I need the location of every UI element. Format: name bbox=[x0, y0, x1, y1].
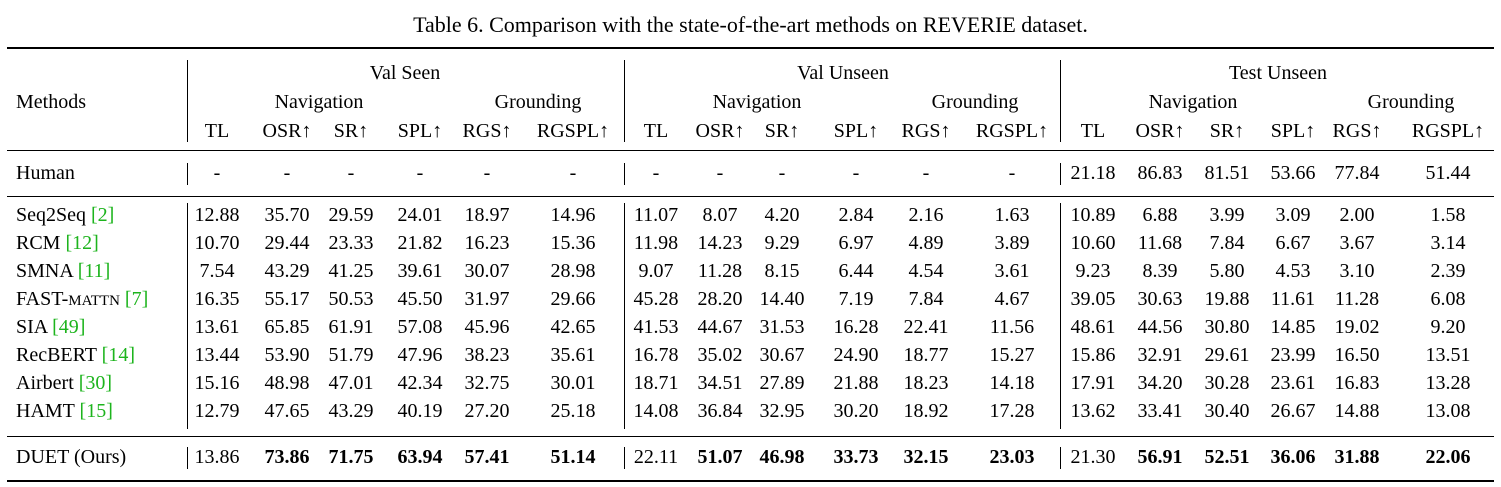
value-cell: 18.23 bbox=[903, 372, 949, 394]
value-cell: 71.75 bbox=[328, 446, 374, 468]
value-cell: 30.63 bbox=[1137, 288, 1183, 310]
method-label: RCM bbox=[16, 232, 66, 254]
citation-link[interactable]: [49] bbox=[52, 316, 86, 338]
value-cell: 16.50 bbox=[1334, 344, 1380, 366]
body-divider bbox=[1060, 203, 1061, 429]
value-cell: 10.70 bbox=[194, 232, 240, 254]
value-cell: 11.98 bbox=[633, 232, 679, 254]
navigation-header: Navigation bbox=[712, 91, 802, 113]
value-cell: 1.58 bbox=[1430, 204, 1466, 226]
value-cell: 1.63 bbox=[994, 204, 1030, 226]
bottom-rule bbox=[7, 480, 1494, 482]
citation-link[interactable]: [2] bbox=[91, 204, 115, 226]
value-cell: 4.20 bbox=[764, 204, 800, 226]
value-cell: 51.14 bbox=[550, 446, 596, 468]
method-name bbox=[16, 232, 99, 254]
value-cell: 35.70 bbox=[264, 204, 310, 226]
metric-header: SPL↑ bbox=[1270, 120, 1316, 142]
split-header: Val Seen bbox=[369, 62, 441, 84]
value-cell: 50.53 bbox=[328, 288, 374, 310]
value-cell: 24.01 bbox=[397, 204, 443, 226]
methods-header: Methods bbox=[16, 91, 86, 113]
value-cell: 44.56 bbox=[1137, 316, 1183, 338]
method-name bbox=[16, 162, 75, 184]
value-cell: 23.33 bbox=[328, 232, 374, 254]
metric-header: OSR↑ bbox=[262, 120, 312, 142]
value-cell: 4.67 bbox=[994, 288, 1030, 310]
value-cell: 43.29 bbox=[328, 400, 374, 422]
value-cell: 8.07 bbox=[702, 204, 738, 226]
value-cell: 30.20 bbox=[833, 400, 879, 422]
metric-header: SR↑ bbox=[1209, 120, 1245, 142]
method-label: Human bbox=[16, 162, 75, 184]
value-cell: 33.73 bbox=[833, 446, 879, 468]
value-cell: 57.41 bbox=[464, 446, 510, 468]
value-cell: 10.60 bbox=[1070, 232, 1116, 254]
value-cell: 29.44 bbox=[264, 232, 310, 254]
value-cell: 31.97 bbox=[464, 288, 510, 310]
value-cell: 23.61 bbox=[1270, 372, 1316, 394]
value-cell: 51.07 bbox=[697, 446, 743, 468]
value-cell: 11.68 bbox=[1137, 232, 1183, 254]
value-cell: 13.61 bbox=[194, 316, 240, 338]
value-cell: 11.28 bbox=[1334, 288, 1380, 310]
method-label: FAST- bbox=[16, 288, 69, 310]
value-cell: 53.66 bbox=[1270, 162, 1316, 184]
value-cell: 3.99 bbox=[1209, 204, 1245, 226]
value-cell: 34.20 bbox=[1137, 372, 1183, 394]
value-cell: 32.15 bbox=[903, 446, 949, 468]
value-cell: - bbox=[716, 162, 724, 184]
grounding-header: Grounding bbox=[931, 91, 1019, 113]
value-cell: 73.86 bbox=[264, 446, 310, 468]
table-caption: Table 6. Comparison with the state-of-the-art methods on REVERIE dataset. bbox=[413, 12, 1088, 37]
method-label: SIA bbox=[16, 316, 53, 338]
value-cell: 7.84 bbox=[1209, 232, 1245, 254]
value-cell: - bbox=[213, 162, 221, 184]
method-label: DUET (Ours) bbox=[16, 446, 127, 468]
value-cell: - bbox=[347, 162, 355, 184]
metric-header: SPL↑ bbox=[397, 120, 443, 142]
value-cell: 23.99 bbox=[1270, 344, 1316, 366]
value-cell: 2.16 bbox=[908, 204, 944, 226]
value-cell: 28.20 bbox=[697, 288, 743, 310]
value-cell: 18.97 bbox=[464, 204, 510, 226]
method-name bbox=[16, 204, 114, 226]
header-divider bbox=[624, 60, 625, 142]
row-divider bbox=[1060, 447, 1061, 469]
citation-link[interactable]: [14] bbox=[101, 344, 135, 366]
body-divider bbox=[187, 203, 188, 429]
metric-header: RGSPL↑ bbox=[1411, 120, 1485, 142]
split-header: Test Unseen bbox=[1228, 62, 1328, 84]
value-cell: 2.84 bbox=[838, 204, 874, 226]
value-cell: 9.20 bbox=[1430, 316, 1466, 338]
value-cell: 13.08 bbox=[1425, 400, 1471, 422]
value-cell: 3.14 bbox=[1430, 232, 1466, 254]
value-cell: 77.84 bbox=[1334, 162, 1380, 184]
value-cell: 27.89 bbox=[759, 372, 805, 394]
value-cell: 9.07 bbox=[638, 260, 674, 282]
value-cell: 51.44 bbox=[1425, 162, 1471, 184]
value-cell: 14.96 bbox=[550, 204, 596, 226]
value-cell: 2.39 bbox=[1430, 260, 1466, 282]
value-cell: 12.79 bbox=[194, 400, 240, 422]
value-cell: 13.62 bbox=[1070, 400, 1116, 422]
grounding-header: Grounding bbox=[494, 91, 582, 113]
header-divider bbox=[187, 60, 188, 142]
value-cell: 41.25 bbox=[328, 260, 374, 282]
value-cell: 2.00 bbox=[1339, 204, 1375, 226]
value-cell: 47.65 bbox=[264, 400, 310, 422]
citation-link[interactable]: [30] bbox=[78, 372, 113, 394]
value-cell: 48.98 bbox=[264, 372, 310, 394]
value-cell: 21.18 bbox=[1070, 162, 1116, 184]
metric-header: SPL↑ bbox=[833, 120, 879, 142]
value-cell: 86.83 bbox=[1137, 162, 1183, 184]
method-label-smallcaps: MATTN bbox=[68, 293, 120, 309]
value-cell: 6.88 bbox=[1142, 204, 1178, 226]
value-cell: 43.29 bbox=[264, 260, 310, 282]
value-cell: 48.61 bbox=[1070, 316, 1116, 338]
value-cell: 15.16 bbox=[194, 372, 240, 394]
method-label: Airbert bbox=[16, 372, 79, 394]
value-cell: - bbox=[283, 162, 291, 184]
value-cell: 17.91 bbox=[1070, 372, 1116, 394]
ours-row-rule bbox=[7, 436, 1494, 437]
value-cell: 35.61 bbox=[550, 344, 596, 366]
value-cell: 22.11 bbox=[633, 446, 679, 468]
method-label: Seq2Seq bbox=[16, 204, 91, 226]
metric-header: TL bbox=[643, 120, 669, 142]
value-cell: 16.28 bbox=[833, 316, 879, 338]
metric-header: RGS↑ bbox=[462, 120, 512, 142]
value-cell: 11.61 bbox=[1270, 288, 1316, 310]
row-divider bbox=[624, 447, 625, 469]
metric-header: SR↑ bbox=[764, 120, 800, 142]
value-cell: 39.61 bbox=[397, 260, 443, 282]
value-cell: 63.94 bbox=[397, 446, 443, 468]
value-cell: 17.28 bbox=[989, 400, 1035, 422]
navigation-header: Navigation bbox=[274, 91, 364, 113]
value-cell: 55.17 bbox=[264, 288, 310, 310]
value-cell: 31.53 bbox=[759, 316, 805, 338]
value-cell: 41.53 bbox=[633, 316, 679, 338]
value-cell: 29.61 bbox=[1204, 344, 1250, 366]
value-cell: 5.80 bbox=[1209, 260, 1245, 282]
value-cell: 9.23 bbox=[1075, 260, 1111, 282]
value-cell: 11.28 bbox=[697, 260, 743, 282]
value-cell: - bbox=[1008, 162, 1016, 184]
value-cell: 16.78 bbox=[633, 344, 679, 366]
value-cell: 45.28 bbox=[633, 288, 679, 310]
value-cell: - bbox=[569, 162, 577, 184]
method-name bbox=[16, 446, 126, 468]
value-cell: 32.95 bbox=[759, 400, 805, 422]
value-cell: 61.91 bbox=[328, 316, 374, 338]
value-cell: 21.30 bbox=[1070, 446, 1116, 468]
value-cell: 30.67 bbox=[759, 344, 805, 366]
row-divider bbox=[187, 163, 188, 185]
human-row-rule bbox=[7, 196, 1494, 197]
value-cell: 46.98 bbox=[759, 446, 805, 468]
metric-header: RGS↑ bbox=[1332, 120, 1382, 142]
value-cell: 19.02 bbox=[1334, 316, 1380, 338]
value-cell: 47.96 bbox=[397, 344, 443, 366]
method-name bbox=[16, 372, 112, 394]
value-cell: 6.97 bbox=[838, 232, 874, 254]
value-cell: 14.88 bbox=[1334, 400, 1380, 422]
citation-link[interactable]: [15] bbox=[79, 400, 113, 422]
value-cell: 42.65 bbox=[550, 316, 596, 338]
row-divider bbox=[624, 163, 625, 185]
value-cell: 25.18 bbox=[550, 400, 596, 422]
value-cell: 18.77 bbox=[903, 344, 949, 366]
value-cell: 11.56 bbox=[989, 316, 1035, 338]
value-cell: - bbox=[852, 162, 860, 184]
value-cell: 44.67 bbox=[697, 316, 743, 338]
value-cell: - bbox=[922, 162, 930, 184]
value-cell: 6.08 bbox=[1430, 288, 1466, 310]
metric-header: OSR↑ bbox=[695, 120, 745, 142]
value-cell: 18.92 bbox=[903, 400, 949, 422]
value-cell: 13.86 bbox=[194, 446, 240, 468]
citation-link[interactable]: [11] bbox=[77, 260, 111, 282]
value-cell: 13.44 bbox=[194, 344, 240, 366]
value-cell: 8.15 bbox=[764, 260, 800, 282]
value-cell: 36.06 bbox=[1270, 446, 1316, 468]
method-name bbox=[16, 344, 135, 366]
value-cell: 39.05 bbox=[1070, 288, 1116, 310]
value-cell: 4.54 bbox=[908, 260, 944, 282]
value-cell: 30.40 bbox=[1204, 400, 1250, 422]
value-cell: - bbox=[778, 162, 786, 184]
value-cell: 35.02 bbox=[697, 344, 743, 366]
value-cell: 47.01 bbox=[328, 372, 374, 394]
metric-header: SR↑ bbox=[333, 120, 369, 142]
value-cell: 13.51 bbox=[1425, 344, 1471, 366]
value-cell: 53.90 bbox=[264, 344, 310, 366]
value-cell: 10.89 bbox=[1070, 204, 1116, 226]
value-cell: 27.20 bbox=[464, 400, 510, 422]
metric-header: TL bbox=[204, 120, 230, 142]
value-cell: 14.08 bbox=[633, 400, 679, 422]
value-cell: 8.39 bbox=[1142, 260, 1178, 282]
value-cell: 14.23 bbox=[697, 232, 743, 254]
navigation-header: Navigation bbox=[1148, 91, 1238, 113]
row-divider bbox=[1060, 163, 1061, 185]
value-cell: 15.36 bbox=[550, 232, 596, 254]
value-cell: 7.84 bbox=[908, 288, 944, 310]
value-cell: 45.50 bbox=[397, 288, 443, 310]
value-cell: 7.54 bbox=[199, 260, 235, 282]
value-cell: - bbox=[416, 162, 424, 184]
value-cell: 18.71 bbox=[633, 372, 679, 394]
value-cell: 21.82 bbox=[397, 232, 443, 254]
value-cell: 14.85 bbox=[1270, 316, 1316, 338]
value-cell: 15.27 bbox=[989, 344, 1035, 366]
value-cell: 52.51 bbox=[1204, 446, 1250, 468]
value-cell: 24.90 bbox=[833, 344, 879, 366]
value-cell: 34.51 bbox=[697, 372, 743, 394]
body-divider bbox=[624, 203, 625, 429]
method-name bbox=[16, 400, 113, 422]
value-cell: 23.03 bbox=[989, 446, 1035, 468]
value-cell: 3.09 bbox=[1275, 204, 1311, 226]
metric-header: TL bbox=[1080, 120, 1106, 142]
value-cell: 33.41 bbox=[1137, 400, 1183, 422]
value-cell: 30.28 bbox=[1204, 372, 1250, 394]
method-label: RecBERT bbox=[16, 344, 102, 366]
metric-header: RGSPL↑ bbox=[975, 120, 1049, 142]
method-name bbox=[16, 288, 148, 312]
citation-link[interactable]: [7] bbox=[124, 288, 149, 310]
method-label: SMNA bbox=[16, 260, 78, 282]
value-cell: 16.83 bbox=[1334, 372, 1380, 394]
value-cell: 42.34 bbox=[397, 372, 443, 394]
value-cell: 12.88 bbox=[194, 204, 240, 226]
value-cell: - bbox=[652, 162, 660, 184]
value-cell: 3.67 bbox=[1339, 232, 1375, 254]
value-cell: 3.10 bbox=[1339, 260, 1375, 282]
value-cell: 30.07 bbox=[464, 260, 510, 282]
value-cell: 6.67 bbox=[1275, 232, 1311, 254]
value-cell: 56.91 bbox=[1137, 446, 1183, 468]
method-name bbox=[16, 316, 85, 338]
citation-link[interactable]: [12] bbox=[65, 232, 99, 254]
value-cell: - bbox=[483, 162, 491, 184]
value-cell: 16.23 bbox=[464, 232, 510, 254]
value-cell: 30.01 bbox=[550, 372, 596, 394]
value-cell: 14.18 bbox=[989, 372, 1035, 394]
value-cell: 22.41 bbox=[903, 316, 949, 338]
value-cell: 29.59 bbox=[328, 204, 374, 226]
value-cell: 19.88 bbox=[1204, 288, 1250, 310]
value-cell: 7.19 bbox=[838, 288, 874, 310]
value-cell: 29.66 bbox=[550, 288, 596, 310]
value-cell: 51.79 bbox=[328, 344, 374, 366]
value-cell: 28.98 bbox=[550, 260, 596, 282]
value-cell: 45.96 bbox=[464, 316, 510, 338]
value-cell: 40.19 bbox=[397, 400, 443, 422]
row-divider bbox=[187, 447, 188, 469]
value-cell: 3.61 bbox=[994, 260, 1030, 282]
top-rule bbox=[7, 47, 1494, 49]
header-rule bbox=[7, 150, 1494, 151]
value-cell: 16.35 bbox=[194, 288, 240, 310]
value-cell: 65.85 bbox=[264, 316, 310, 338]
value-cell: 4.89 bbox=[908, 232, 944, 254]
value-cell: 6.44 bbox=[838, 260, 874, 282]
value-cell: 9.29 bbox=[764, 232, 800, 254]
method-name bbox=[16, 260, 110, 282]
split-header: Val Unseen bbox=[797, 62, 889, 84]
value-cell: 26.67 bbox=[1270, 400, 1316, 422]
method-label: HAMT bbox=[16, 400, 80, 422]
grounding-header: Grounding bbox=[1367, 91, 1455, 113]
value-cell: 14.40 bbox=[759, 288, 805, 310]
metric-header: OSR↑ bbox=[1135, 120, 1185, 142]
value-cell: 30.80 bbox=[1204, 316, 1250, 338]
value-cell: 3.89 bbox=[994, 232, 1030, 254]
value-cell: 36.84 bbox=[697, 400, 743, 422]
value-cell: 57.08 bbox=[397, 316, 443, 338]
value-cell: 32.91 bbox=[1137, 344, 1183, 366]
value-cell: 22.06 bbox=[1425, 446, 1471, 468]
value-cell: 32.75 bbox=[464, 372, 510, 394]
metric-header: RGS↑ bbox=[901, 120, 951, 142]
value-cell: 81.51 bbox=[1204, 162, 1250, 184]
metric-header: RGSPL↑ bbox=[536, 120, 610, 142]
value-cell: 4.53 bbox=[1275, 260, 1311, 282]
value-cell: 31.88 bbox=[1334, 446, 1380, 468]
value-cell: 21.88 bbox=[833, 372, 879, 394]
value-cell: 38.23 bbox=[464, 344, 510, 366]
value-cell: 15.86 bbox=[1070, 344, 1116, 366]
value-cell: 13.28 bbox=[1425, 372, 1471, 394]
value-cell: 11.07 bbox=[633, 204, 679, 226]
header-divider bbox=[1060, 60, 1061, 142]
